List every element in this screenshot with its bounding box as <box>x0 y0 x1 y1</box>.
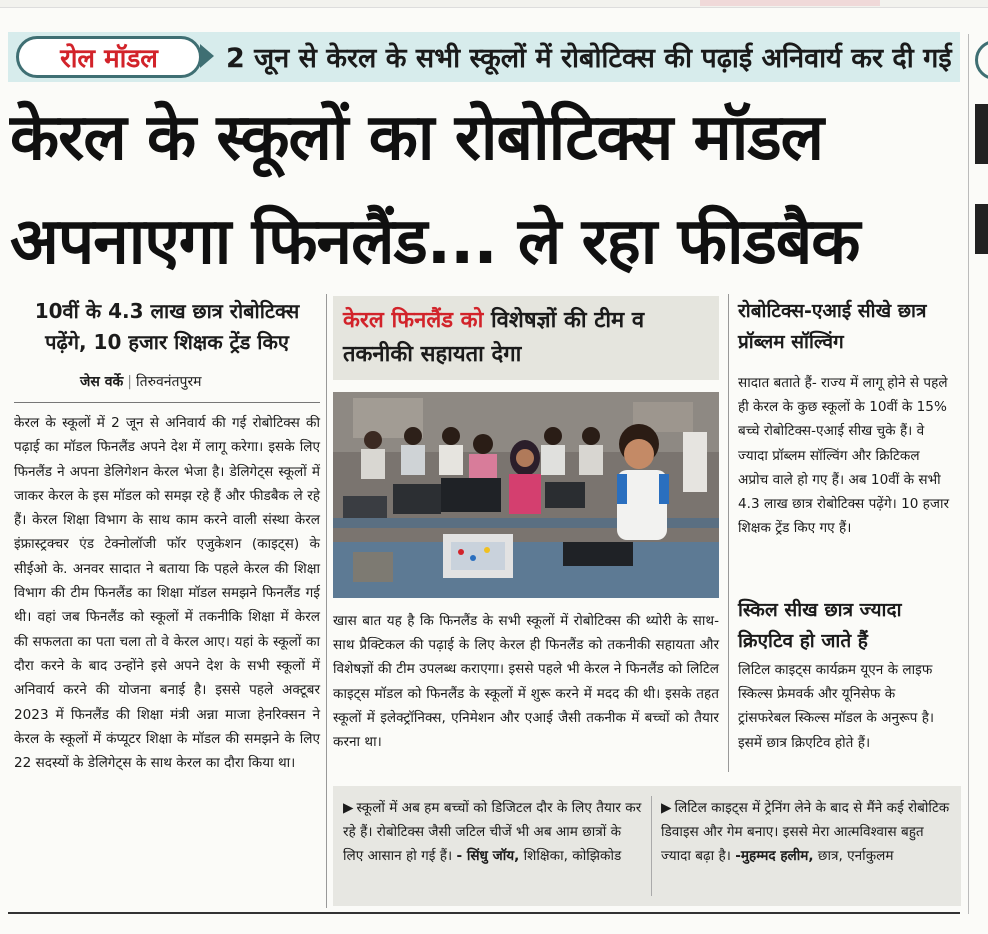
bottom-rule <box>8 912 960 914</box>
quote-text: लिटिल काइट्स में ट्रेनिंग लेने के बाद से मैंने कई रोबोटिक डिवाइस और गेम बनाए। इससे मेरा आत्मविश्वास बहुत ज्यादा बढ़ा है। <box>661 800 950 864</box>
section-tag <box>16 36 202 78</box>
left-subhead: 10वीं के 4.3 लाख छात्र रोबोटिक्स पढ़ेंगे, 10 हजार शिक्षक ट्रेंड किए <box>34 299 300 354</box>
left-body <box>14 411 320 775</box>
byline <box>80 372 202 391</box>
headline-line-1: केरल के स्कूलों का रोबोटिक्स मॉडल <box>10 101 823 175</box>
column-divider <box>326 294 327 908</box>
headline <box>10 86 960 294</box>
section-tag-label: रोल मॉडल <box>60 44 158 74</box>
quote-author: - सिंधु जॉय, <box>456 848 520 864</box>
adjacent-circle-icon <box>975 40 988 80</box>
right-subhead-2: स्किल सीख छात्र ज्यादा क्रिएटिव हो जाते हैं <box>738 599 902 652</box>
quote-author-role: शिक्षिका, कोझिकोड <box>523 848 622 864</box>
quotes-box <box>333 786 961 906</box>
photo-headline-black: विशेषज्ञों की टीम व तकनीकी सहायता देगा <box>343 308 645 367</box>
quote-marker-icon: ▶ <box>661 800 672 816</box>
byline-rule <box>14 402 320 403</box>
quote <box>343 796 643 868</box>
top-strip-accent <box>700 0 880 6</box>
tag-arrow-icon <box>200 44 214 68</box>
column-divider <box>728 294 729 772</box>
quote-text: स्कूलों में अब हम बच्चों को डिजिटल दौर के लिए तैयार कर रहे हैं। रोबोटिक्स जैसी जटिल चीजें भी अब आम छात्रों के लिए आसान हो गई हैं। <box>343 800 642 864</box>
middle-body <box>333 609 719 754</box>
middle-body-text: खास बात यह है कि फिनलैंड के सभी स्कूलों में रोबोटिक्स की थ्योरी के साथ-साथ प्रैक्टिकल की पढ़ाई के लिए केरल ही फिनलैंड को तकनीकी सहायता और विशेषज्ञों की टीम उपलब्ध कराएगा। इससे पहले भी केरल ने फिनलैंड को लिटिल काइट्स मॉडल को फिनलैंड के स्कूलों में शुरू करने में मदद की थी। इसके तहत स्कूलों में इलेक्ट्रॉनिक्स, एनिमेशन और एआई जैसी तकनीक में बच्चों को तैयार करना था। <box>333 613 719 751</box>
right-body-2: लिटिल काइट्स कार्यक्रम यूएन के लाइफ स्किल्स फ्रेमवर्क और यूनिसेफ के ट्रांसफरेबल स्किल्स मॉडल के अनुरूप है। इसमें छात्र क्रिएटिव होते हैं। <box>738 662 935 751</box>
byline-place: तिरुवनंतपुरम <box>135 374 202 390</box>
right-subhead-1: रोबोटिक्स-एआई सीखे छात्र प्रॉब्लम सॉल्विंग <box>738 300 927 353</box>
banner-text: 2 जून से केरल के सभी स्कूलों में रोबोटिक्स की पढ़ाई अनिवार्य कर दी गई <box>226 43 952 74</box>
byline-separator: | <box>127 374 132 390</box>
byline-name: जेस वर्के <box>80 374 124 390</box>
headline-line-2: अपनाएगा फिनलैंड... ले रहा फीडबैक <box>10 205 860 279</box>
left-body-text: केरल के स्कूलों में 2 जून से अनिवार्य की गई रोबोटिक्स की पढ़ाई का मॉडल फिनलैंड अपने देश में लागू करेगा। इसके लिए फिनलैंड ने अपना डेलिगेशन केरल भेजा है। डेलिगेट्स स्कूलों में जाकर केरल के इस मॉडल को समझ रहे हैं और फीडबैक ले रहे हैं। केरल शिक्षा विभाग के साथ काम करने वाली संस्था केरल इंफ्रास्ट्रक्चर एंड टेक्नोलॉजी फॉर एजुकेशन (काइट्स) के सीईओ के. अनवर सादात ने बताया कि पहले केरल की शिक्षा विभाग की टीम फिनलैंड का शिक्षा मॉडल समझने फिनलैंड गई थी। वहां जब फिनलैंड को स्कूलों में तकनीकि शिक्षा में केरल की सफलता का पता चला तो वे केरल आए। यहां के स्कूलों का दौरा करने के बाद उन्होंने इसे अपने देश के सभी स्कूलों में अनिवार्य करने की योजना बनाई है। इससे पहले अक्टूबर 2023 में फिनलैंड की शिक्षा मंत्री अन्ना माजा हेनरिक्सन ने केरल के स्कूलों में कंप्यूटर शिक्षा के मॉडल की समझने के लिए 22 सदस्यों के डेलिगेट्स के साथ केरल का दौरा किया था। <box>14 415 320 772</box>
photo-headline <box>333 296 719 380</box>
classroom-photo <box>333 392 719 598</box>
banner <box>8 32 960 82</box>
quote <box>661 796 957 868</box>
adjacent-headline-fragment <box>975 104 988 164</box>
top-strip <box>0 0 988 8</box>
classroom-photo-illustration <box>333 392 719 598</box>
adjacent-article-edge <box>968 34 988 914</box>
quote-divider <box>651 796 652 896</box>
quote-author: -मुहम्मद हलीम, <box>735 848 814 864</box>
quote-author-role: छात्र, एर्नाकुलम <box>817 848 894 864</box>
quote-marker-icon: ▶ <box>343 800 354 816</box>
adjacent-headline-fragment <box>975 204 988 254</box>
photo-headline-red: केरल फिनलैंड को <box>343 308 484 333</box>
right-body-1: सादात बताते हैं- राज्य में लागू होने से पहले ही केरल के कुछ स्कूलों के 10वीं के 15% बच्चे रोबोटिक्स-एआई सीख चुके हैं। वे ज्यादा प्रॉब्लम सॉल्विंग और क्रिटिकल अप्रोच वाले हो गए हैं। अब 10वीं के सभी 4.3 लाख छात्र रोबोटिक्स पढ़ेंगे। 10 हजार शिक्षक ट्रेंड किए गए हैं। <box>738 375 950 537</box>
